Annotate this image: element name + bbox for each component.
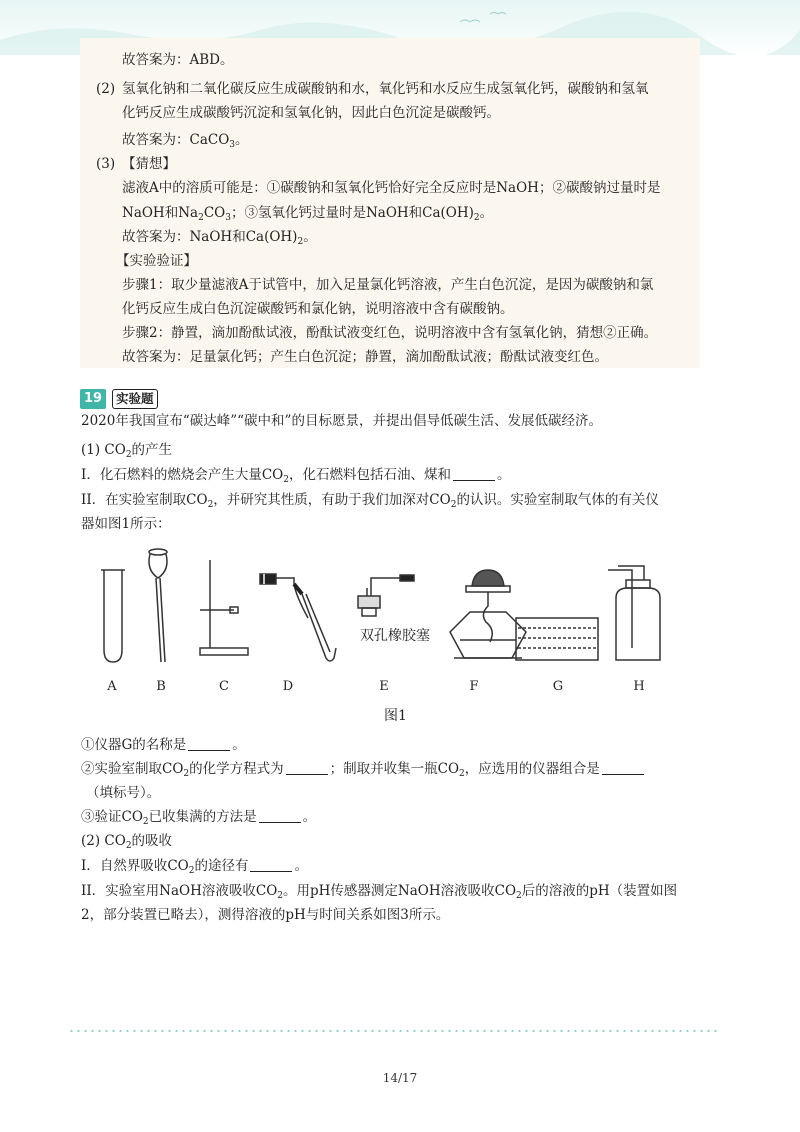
answer-line: 化钙反应生成碳酸钙沉淀和氢氧化钠，因此白色沉淀是碳酸钙。 — [122, 105, 500, 121]
answer-line: 滤液A中的溶质可能是：①碳酸钠和氢氧化钙恰好完全反应时是NaOH；②碳酸钠过量时是 — [122, 180, 661, 196]
answer-blank[interactable] — [188, 738, 230, 751]
iron-stand-icon — [200, 560, 248, 655]
question-intro: 2020年我国宣布“碳达峰”“碳中和”的目标愿景，并提出倡导低碳生活、发展低碳经济。 — [81, 413, 602, 429]
answer-line: 故答案为：ABD。 — [122, 52, 234, 68]
question-line: I．化石燃料的燃烧会产生大量$CO_2$，化石燃料包括石油、煤和 。 — [81, 467, 511, 485]
question-line: ③验证$CO_2$已收集满的方法是 。 — [81, 809, 317, 827]
question-line: 器如图1所示： — [81, 516, 171, 532]
question-line: （填标号）。 — [86, 785, 161, 801]
apparatus-figure — [88, 548, 688, 728]
fig-label-a: A — [107, 679, 117, 694]
answer-line: 故答案为：CaCO$_3$。 — [122, 132, 249, 150]
fig-label-d: D — [282, 679, 294, 694]
answer-blank[interactable] — [250, 859, 292, 872]
question-number-badge: 19 — [80, 389, 106, 409]
answer-line: 化钙反应生成白色沉淀碳酸钙和氯化钠，说明溶液中含有碳酸钠。 — [122, 301, 514, 317]
question-line: 2，部分装置已略去），测得溶液的pH与时间关系如图3所示。 — [81, 907, 450, 923]
answer-line: 故答案为：足量氯化钙；产生白色沉淀；静置，滴加酚酞试液；酚酞试液变红色。 — [122, 349, 608, 365]
question-type-tag: 实验题 — [112, 389, 158, 409]
answer-line: 氢氧化钠和二氧化碳反应生成碳酸钠和水，氧化钙和水反应生成氢氧化钙，碳酸钠和氢氧 — [122, 81, 649, 97]
fig-label-h: H — [633, 679, 645, 694]
gas-bottle-icon — [608, 566, 660, 660]
stopper-tube-icon — [260, 574, 336, 661]
question-line: ①仪器G的名称是 。 — [81, 737, 246, 753]
rubber-stopper-icon — [358, 575, 414, 616]
footer-divider — [68, 1030, 718, 1032]
part-number: (2) — [96, 81, 116, 97]
answer-line: NaOH和$Na_2CO_3$；③氢氧化钙过量时是NaOH和$Ca(OH)_2$。 — [122, 205, 494, 223]
stopper-label: 双孔橡胶塞 — [360, 628, 430, 644]
funnel-icon — [149, 549, 167, 662]
fig-label-g: G — [552, 679, 564, 694]
question-line: II．实验室用NaOH溶液吸收$CO_2$。用pH传感器测定NaOH溶液吸收$CO_2$后的溶液的pH（装置如图 — [81, 883, 678, 901]
part-number: (3) — [96, 156, 116, 172]
fig-label-b: B — [156, 679, 166, 694]
question-line: ②实验室制取$CO_2$的化学方程式为 ；制取并收集一瓶$CO_2$，应选用的仪器组合是 — [81, 760, 646, 778]
water-trough-icon — [516, 618, 598, 660]
alcohol-lamp-icon — [450, 570, 526, 658]
answer-blank[interactable] — [453, 468, 495, 481]
answer-blank[interactable] — [286, 762, 328, 775]
answer-line: 步骤1：取少量滤液A于试管中，加入足量氯化钙溶液，产生白色沉淀，是因为碳酸钠和氯 — [122, 277, 654, 293]
fig-label-f: F — [469, 679, 479, 694]
question-line: II．在实验室制取$CO_2$，并研究其性质，有助于我们加深对$CO_2$的认识。实验室制取气体的有关仪 — [81, 492, 659, 510]
section-heading: 【猜想】 — [122, 156, 176, 172]
answer-blank[interactable] — [602, 762, 644, 775]
answer-blank[interactable] — [259, 810, 301, 823]
part-heading: (1) $CO_2$的产生 — [81, 442, 173, 460]
question-line: I．自然界吸收$CO_2$的途径有 。 — [81, 858, 308, 876]
fig-label-c: C — [219, 679, 229, 694]
section-heading: 【实验验证】 — [116, 253, 197, 269]
test-tube-icon — [101, 570, 125, 662]
answer-line: 步骤2：静置，滴加酚酞试液，酚酞试液变红色，说明溶液中含有氢氧化钠，猜想②正确。 — [122, 325, 658, 341]
page-number: 14/17 — [382, 1071, 418, 1085]
answer-line: 故答案为：NaOH和$Ca(OH)_2$。 — [122, 229, 317, 247]
figure-caption: 图1 — [384, 708, 407, 724]
part-heading: (2) $CO_2$的吸收 — [81, 833, 173, 851]
fig-label-e: E — [379, 679, 389, 694]
